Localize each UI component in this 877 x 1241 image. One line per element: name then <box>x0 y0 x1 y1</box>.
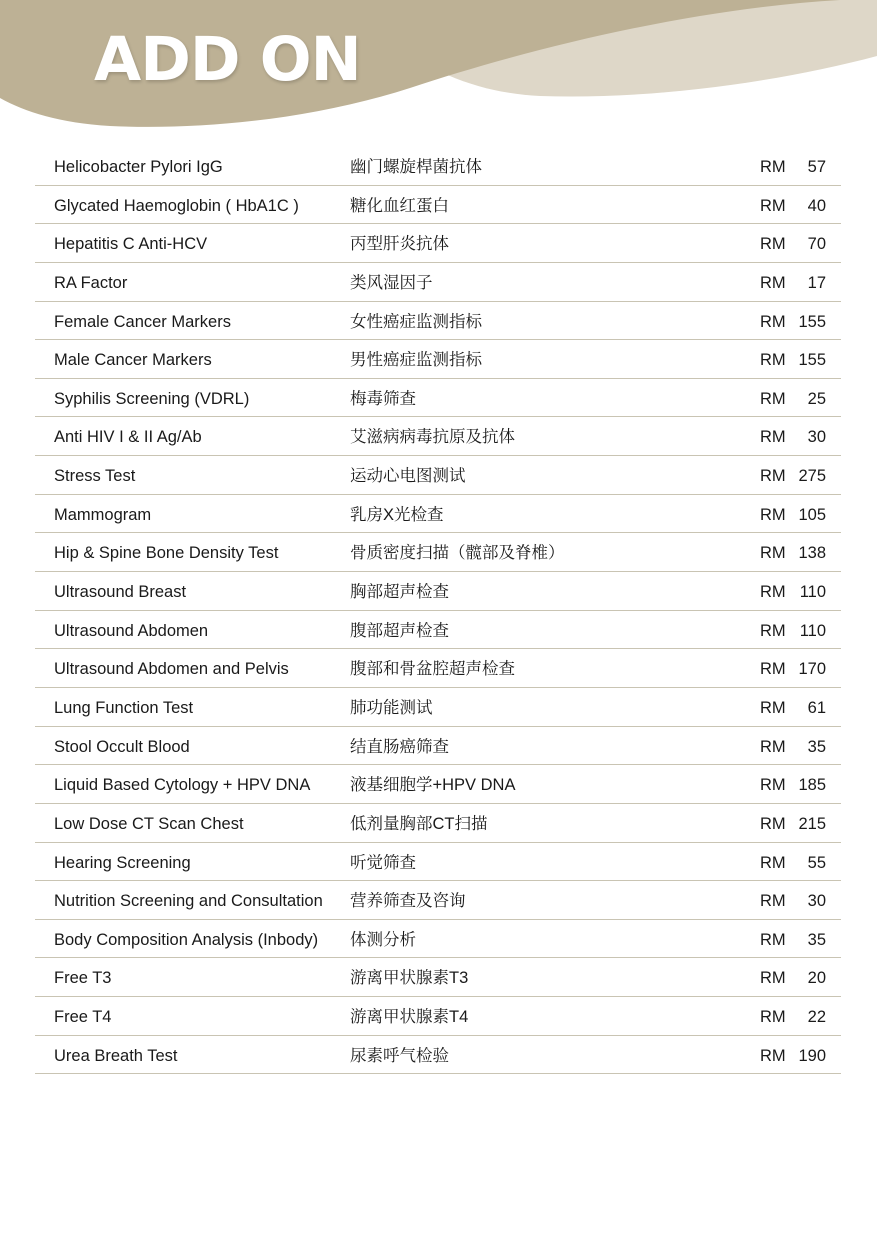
test-name-en: Lung Function Test <box>54 698 194 717</box>
test-name-en: Free T4 <box>54 1008 112 1027</box>
test-name-zh: 低剂量胸部CT扫描 <box>350 814 488 833</box>
test-name-zh: 听觉筛查 <box>350 853 416 872</box>
test-name-en: Hip & Spine Bone Density Test <box>54 544 279 563</box>
currency-label: RM <box>760 1008 786 1027</box>
currency-label: RM <box>760 351 786 370</box>
page-title: ADD ON <box>94 24 361 95</box>
test-name-en: Low Dose CT Scan Chest <box>54 814 244 833</box>
test-name-zh: 结直肠癌筛查 <box>350 737 449 756</box>
currency-label: RM <box>760 776 786 795</box>
currency-label: RM <box>760 196 786 215</box>
test-name-zh: 幽门螺旋桿菌抗体 <box>350 158 482 176</box>
test-name-zh: 营养筛查及咨询 <box>350 892 466 911</box>
price-amount: 105 <box>798 505 826 524</box>
test-name-en: Liquid Based Cytology + HPV DNA <box>54 776 311 795</box>
test-name-zh: 类风湿因子 <box>350 273 433 292</box>
price-amount: 17 <box>807 273 826 292</box>
price-row <box>35 649 841 688</box>
price-amount: 40 <box>807 196 826 215</box>
price-amount: 275 <box>798 467 826 486</box>
currency-label: RM <box>760 312 786 331</box>
price-row <box>35 147 841 186</box>
price-amount: 215 <box>798 814 826 833</box>
currency-label: RM <box>760 583 786 602</box>
price-row <box>35 727 841 766</box>
test-name-en: Helicobacter Pylori IgG <box>54 158 223 176</box>
price-row <box>35 456 841 495</box>
test-name-zh: 游离甲状腺素T3 <box>350 969 469 988</box>
price-row <box>35 881 841 920</box>
test-name-en: Stool Occult Blood <box>54 737 190 756</box>
test-name-en: RA Factor <box>54 273 128 292</box>
price-row <box>35 958 841 997</box>
price-row <box>35 1036 841 1075</box>
currency-label: RM <box>760 235 786 254</box>
test-name-zh: 运动心电图测试 <box>350 467 466 486</box>
currency-label: RM <box>760 544 786 563</box>
currency-label: RM <box>760 273 786 292</box>
price-row <box>35 572 841 611</box>
price-row <box>35 533 841 572</box>
currency-label: RM <box>760 814 786 833</box>
price-amount: 22 <box>807 1008 826 1027</box>
test-name-zh: 尿素呼气检验 <box>350 1046 449 1065</box>
price-row <box>35 611 841 650</box>
test-name-zh: 男性癌症监测指标 <box>350 351 482 370</box>
currency-label: RM <box>760 930 786 949</box>
test-name-zh: 胸部超声检查 <box>350 583 449 602</box>
test-name-en: Syphilis Screening (VDRL) <box>54 389 250 408</box>
currency-label: RM <box>760 621 786 640</box>
currency-label: RM <box>760 969 786 988</box>
price-row <box>35 417 841 456</box>
price-row <box>35 263 841 302</box>
test-name-en: Ultrasound Breast <box>54 583 187 602</box>
price-row <box>35 843 841 882</box>
test-name-zh: 丙型肝炎抗体 <box>350 235 449 254</box>
price-amount: 70 <box>807 235 826 254</box>
price-amount: 20 <box>807 969 826 988</box>
test-name-en: Male Cancer Markers <box>54 351 212 370</box>
price-amount: 25 <box>807 389 826 408</box>
test-name-zh: 梅毒筛查 <box>350 389 416 408</box>
test-name-zh: 体测分析 <box>350 930 416 949</box>
price-amount: 35 <box>807 930 826 949</box>
price-amount: 170 <box>798 660 826 679</box>
currency-label: RM <box>760 698 786 717</box>
price-row <box>35 379 841 418</box>
price-amount: 190 <box>798 1046 826 1065</box>
test-name-zh: 女性癌症监测指标 <box>350 312 482 331</box>
price-row <box>35 186 841 225</box>
price-amount: 35 <box>807 737 826 756</box>
price-amount: 55 <box>807 853 826 872</box>
price-amount: 61 <box>807 698 826 717</box>
price-row <box>35 224 841 263</box>
test-name-zh: 骨质密度扫描（髋部及脊椎） <box>350 544 565 563</box>
price-amount: 155 <box>798 351 826 370</box>
test-name-zh: 液基细胞学+HPV DNA <box>350 776 516 795</box>
price-amount: 155 <box>798 312 826 331</box>
currency-label: RM <box>760 158 786 176</box>
price-amount: 57 <box>807 158 826 176</box>
price-row <box>35 765 841 804</box>
test-name-zh: 艾滋病病毒抗原及抗体 <box>350 428 515 447</box>
price-amount: 30 <box>807 892 826 911</box>
test-name-en: Hepatitis C Anti-HCV <box>54 235 208 254</box>
test-name-en: Body Composition Analysis (Inbody) <box>54 930 319 949</box>
test-name-zh: 糖化血红蛋白 <box>350 196 449 215</box>
currency-label: RM <box>760 428 786 447</box>
price-row <box>35 302 841 341</box>
currency-label: RM <box>760 505 786 524</box>
currency-label: RM <box>760 1046 786 1065</box>
test-name-en: Anti HIV I & II Ag/Ab <box>54 428 202 447</box>
currency-label: RM <box>760 737 786 756</box>
test-name-en: Nutrition Screening and Consultation <box>54 892 323 911</box>
test-name-en: Female Cancer Markers <box>54 312 231 331</box>
price-row <box>35 920 841 959</box>
price-row <box>35 804 841 843</box>
price-row <box>35 688 841 727</box>
test-name-en: Glycated Haemoglobin ( HbA1C ) <box>54 196 299 215</box>
test-name-en: Ultrasound Abdomen <box>54 621 209 640</box>
price-amount: 185 <box>798 776 826 795</box>
currency-label: RM <box>760 853 786 872</box>
price-row <box>35 340 841 379</box>
price-amount: 30 <box>807 428 826 447</box>
currency-label: RM <box>760 660 786 679</box>
price-row <box>35 495 841 534</box>
test-name-zh: 肺功能测试 <box>350 698 433 717</box>
test-name-zh: 腹部和骨盆腔超声检查 <box>350 660 515 679</box>
test-name-zh: 乳房X光检查 <box>350 505 444 524</box>
test-name-en: Mammogram <box>54 505 152 524</box>
price-amount: 110 <box>799 583 826 602</box>
test-name-en: Urea Breath Test <box>54 1046 178 1065</box>
test-name-zh: 游离甲状腺素T4 <box>350 1008 469 1027</box>
test-name-zh: 腹部超声检查 <box>350 621 449 640</box>
price-amount: 138 <box>798 544 826 563</box>
currency-label: RM <box>760 389 786 408</box>
test-name-en: Hearing Screening <box>54 853 191 872</box>
test-name-en: Stress Test <box>54 467 136 486</box>
price-row <box>35 997 841 1036</box>
test-name-en: Free T3 <box>54 969 112 988</box>
test-name-en: Ultrasound Abdomen and Pelvis <box>54 660 289 679</box>
currency-label: RM <box>760 467 786 486</box>
add-on-price-list <box>35 147 841 1074</box>
price-amount: 110 <box>799 621 826 640</box>
currency-label: RM <box>760 892 786 911</box>
